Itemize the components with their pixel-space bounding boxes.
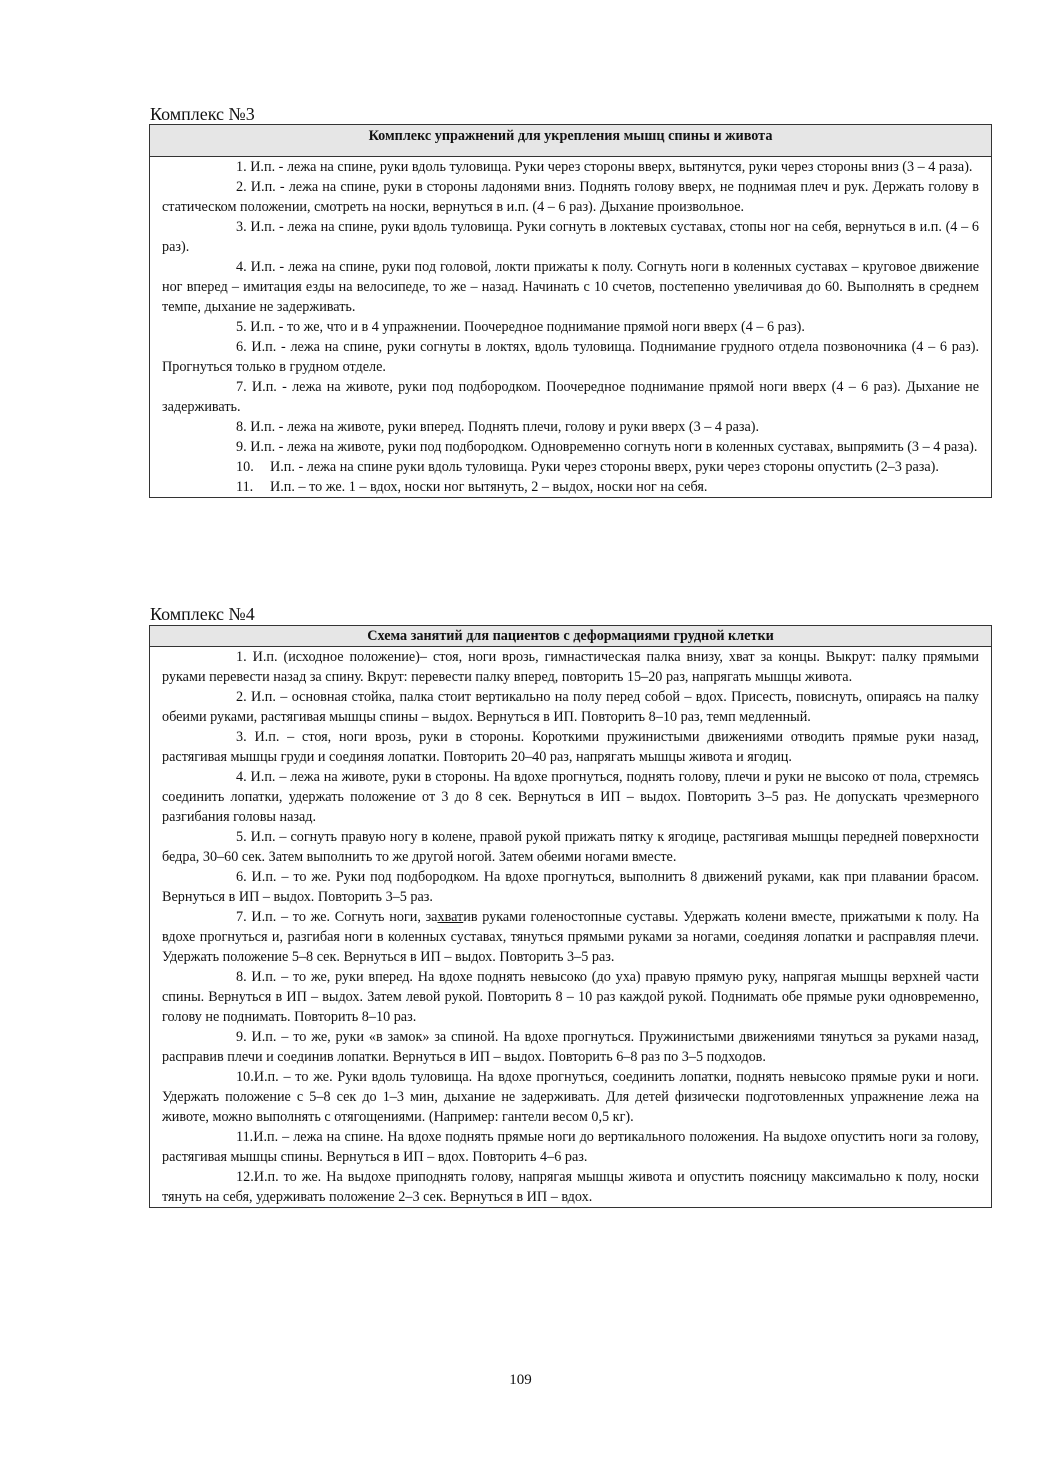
complex3-list (150, 157, 991, 497)
page-number: 109 (509, 1372, 532, 1388)
list-item: 5. И.п. – согнуть правую ногу в колене, правой рукой прижать пятку к ягодице, растягивая мышцы передней поверхности бедра, 30–60 сек. Затем выполнить то же другой ногой. Затем обеими ногами вместе. (162, 829, 980, 865)
complex3-table-title: Комплекс упражнений для укрепления мышц спины и живота (150, 125, 991, 157)
list-item: 8. И.п. – то же, руки вперед. На вдохе поднять невысоко (до уха) правую прямую руку, напрягая мышцы верхней части спины. Вернуться в ИП – выдох. Затем левой рукой. Повторить 8 – 10 раз каждой рукой. Поднимать обе прямые руки одновременно, голову не поднимать. Повторить 8–10 раз. (162, 969, 979, 1025)
list-item: 9. И.п. – то же, руки «в замок» за спиной. На вдохе прогнуться. Пружинистыми движениями тянуться за руками назад, расправив плечи и соединив лопатки. Вернуться в ИП – выдох. Повторить 6–8 раз по 3–5 подходов. (162, 1029, 979, 1065)
list-item: 2. И.п. - лежа на спине, руки в стороны ладонями вниз. Поднять голову вверх, не поднимая плеч и рук. Держать голову в статическом положении, смотреть на носки, вернуться в и.п. (4 – 6 раз). Дыхание произвольное. (162, 179, 980, 215)
list-item: 1. И.п. (исходное положение)– стоя, ноги врозь, гимнастическая палка внизу, хват за концы. Выкрут: палку прямыми руками перевести назад за спину. Вкрут: перевести палку вперед, повторить 15–20 раз, напрягать мышцы живота. (162, 649, 979, 685)
list-item: 11.И.п. – лежа на спине. На вдохе поднять прямые ноги до вертикального положения. На выдохе опустить ноги за голову, растягивая мышцы спины. Вернуться в ИП – вдох. Повторить 4–6 раз. (162, 1129, 979, 1165)
list-item: 12.И.п. то же. На выдохе приподнять голову, напрягая мышцы живота и опустить поясницу максимально к полу, носки тянуть на себя, удерживать положение 2–3 сек. Вернуться в ИП – вдох. (162, 1169, 979, 1205)
complex3-table (149, 124, 992, 498)
list-item: 7. И.п. - лежа на животе, руки под подбородком. Поочередное поднимание прямой ноги вверх (4 – 6 раз). Дыхание не задерживать. (162, 379, 980, 415)
list-item: 10.И.п. – то же. Руки вдоль туловища. На вдохе прогнуться, соединить лопатки, поднять невысоко прямые руки и ноги. Удержать положение с 5–8 сек до 1–3 мин, дыхание не задерживать. Для детей физически подготовленных упражнение лежа на животе, можно выполнять с отягощениями. (Например: гантели весом 0,5 кг). (162, 1069, 979, 1125)
list-item: 4. И.п. - лежа на спине, руки под головой, локти прижаты к полу. Согнуть ноги в коленных суставах – круговое движение ног вперед – имитация езды на велосипеде, то же – назад. Начинать с 10 счетов, постепенно увеличивая до 60. Выполнять в среднем темпе, дыхание не задерживать. (162, 259, 980, 315)
complex3-heading: Комплекс №3 (150, 104, 255, 124)
list-item: 6. И.п. – то же. Руки под подбородком. На вдохе прогнуться, выполнить 8 движений руками, как при плавании брасом. Вернуться в ИП – выдох. Повторить 3–5 раз. (162, 869, 979, 905)
complex4-heading: Комплекс №4 (150, 604, 255, 624)
complex4-table (149, 625, 992, 1208)
list-item: 6. И.п. - лежа на спине, руки согнуты в локтях, вдоль туловища. Поднимание грудного отдела позвоночника (4 – 6 раз). Прогнуться только в грудном отделе. (162, 339, 980, 375)
complex4-list (150, 647, 991, 1207)
list-item: 3. И.п. – стоя, ноги врозь, руки в стороны. Короткими пружинистыми движениями отводить прямые руки назад, растягивая мышцы груди и соединяя лопатки. Повторить 20–40 раз, напрягать мышцы живота и ягодиц. (162, 729, 980, 765)
list-item: 3. И.п. - лежа на спине, руки вдоль туловища. Руки согнуть в локтевых суставах, стопы ног на себя, вернуться в и.п. (4 – 6 раз). (162, 219, 979, 255)
list-item: 10. И.п. - лежа на спине руки вдоль туловища. Руки через стороны вверх, руки через стороны опустить (2–3 раза). (236, 459, 939, 475)
list-item: 1. И.п. - лежа на спине, руки вдоль туловища. Руки через стороны вверх, вытянутся, руки через стороны вниз (3 – 4 раза). (236, 159, 973, 175)
list-item: 4. И.п. – лежа на животе, руки в стороны. На вдохе прогнуться, поднять голову, плечи и руки не высоко от пола, стремясь соединить лопатки, удержать положение от 3 до 8 сек. Вернуться в ИП – выдох. Повторить 3–5 раз. Не допускать чрезмерного разгибания головы назад. (162, 769, 979, 825)
list-item: 9. И.п. - лежа на животе, руки под подбородком. Одновременно согнуть ноги в коленных суставах, выпрямить (3 – 4 раза). (236, 439, 978, 455)
list-item: 8. И.п. - лежа на животе, руки вперед. Поднять плечи, голову и руки вверх (3 – 4 раза). (236, 419, 760, 435)
list-item: 7. И.п. – то же. Согнуть ноги, захватив руками голеностопные суставы. Удержать колени вместе, прижатыми к полу. На вдохе прогнуться и, разгибая ноги в коленных суставах, тянуться прямыми руками за ногами, соединяя лопатки и расправляя плечи. Удержать положение 5–8 сек. Вернуться в ИП – выдох. Повторить 3–5 раз. (162, 909, 979, 965)
list-item: 5. И.п. - то же, что и в 4 упражнении. Поочередное поднимание прямой ноги вверх (4 – 6 раз). (236, 319, 805, 335)
complex4-table-title: Схема занятий для пациентов с деформациями грудной клетки (150, 626, 991, 647)
list-item: 11. И.п. – то же. 1 – вдох, носки ног вытянуть, 2 – выдох, носки ног на себя. (236, 479, 708, 495)
list-item: 2. И.п. – основная стойка, палка стоит вертикально на полу перед собой – вдох. Присесть, повиснуть, опираясь на палку обеими руками, растягивая мышцы спины – выдох. Вернуться в ИП. Повторить 8–10 раз, темп медленный. (162, 689, 979, 725)
